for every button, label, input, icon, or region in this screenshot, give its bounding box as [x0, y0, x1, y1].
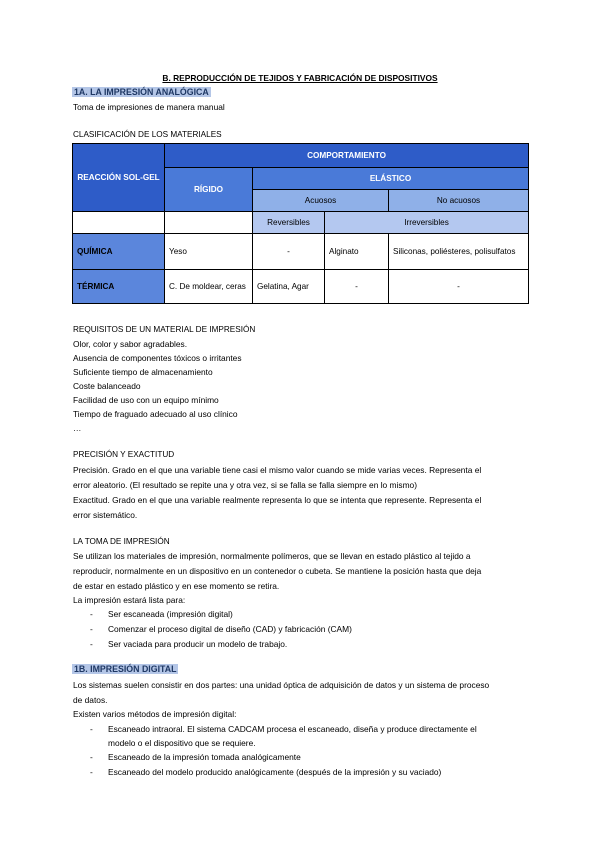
header-rigido: RÍGIDO: [165, 168, 253, 212]
bullet-dash: -: [90, 724, 93, 734]
cell-quimica-reversibles: -: [253, 234, 325, 270]
cell-termica-reversibles: Gelatina, Agar: [253, 270, 325, 304]
section-1b-line: Existen varios métodos de impresión digital:: [73, 709, 237, 719]
requisito-item: Tiempo de fraguado adecuado al uso clínico: [73, 409, 238, 419]
row-termica: TÉRMICA: [73, 270, 165, 304]
requisito-item: Olor, color y sabor agradables.: [73, 339, 188, 349]
requisito-item: …: [73, 423, 82, 433]
requisito-item: Ausencia de componentes tóxicos o irritantes: [73, 353, 242, 363]
header-irreversibles: Irreversibles: [325, 212, 529, 234]
digital-bullet: Escaneado intraoral. El sistema CADCAM procesa el escaneado, diseña y produce directamente el: [108, 724, 477, 734]
section-1b-line: Los sistemas suelen consistir en dos partes: una unidad óptica de adquisición de datos y un sistema de proceso: [73, 680, 490, 690]
cell-quimica-rigido: Yeso: [165, 234, 253, 270]
bullet-dash: -: [90, 609, 93, 619]
cell-quimica-irreversibles: Alginato: [325, 234, 389, 270]
toma-line: reproducir, normalmente en un dispositivo en un contenedor o cubeta. Se mantiene la posición hasta que deja: [73, 566, 482, 576]
section-1b-heading: 1B. IMPRESIÓN DIGITAL: [74, 664, 177, 674]
reaccion-label: REACCIÓN SOL-GEL: [77, 173, 160, 182]
precision-line: error aleatorio. (El resultado se repite una y otra vez, si se falla se falla siempre en lo mismo): [73, 480, 417, 490]
digital-bullet-cont: modelo o el dispositivo que se requiere.: [108, 738, 256, 748]
toma-line: Se utilizan los materiales de impresión, normalmente polímeros, que se llevan en estado plástico al tejido a: [73, 551, 471, 561]
section-1a-intro: Toma de impresiones de manera manual: [73, 102, 225, 112]
header-acuosos: Acuosos: [253, 190, 389, 212]
precision-line: Exactitud. Grado en el que una variable realmente representa lo que se intenta que represente. Representa el: [73, 495, 482, 505]
materials-classification-table: [72, 143, 529, 304]
header-reversibles: Reversibles: [253, 212, 325, 234]
cell-quimica-no-acuosos: Siliconas, poliésteres, polisulfatos: [389, 234, 529, 270]
toma-line: La impresión estará lista para:: [73, 595, 186, 605]
bullet-dash: -: [90, 639, 93, 649]
requisito-item: Facilidad de uso con un equipo mínimo: [73, 395, 219, 405]
digital-bullet: Escaneado del modelo producido analógicamente (después de la impresión y su vaciado): [108, 767, 442, 777]
cell-termica-irreversibles: -: [325, 270, 389, 304]
cell-termica-no-acuosos: -: [389, 270, 529, 304]
header-no-acuosos: No acuosos: [389, 190, 529, 212]
digital-bullet: Escaneado de la impresión tomada analógicamente: [108, 752, 301, 762]
requisito-item: Suficiente tiempo de almacenamiento: [73, 367, 213, 377]
toma-bullet: Ser escaneada (impresión digital): [108, 609, 233, 619]
document-title: B. REPRODUCCIÓN DE TEJIDOS Y FABRICACIÓN DE DISPOSITIVOS: [162, 73, 438, 83]
requisitos-title: REQUISITOS DE UN MATERIAL DE IMPRESIÓN: [73, 325, 256, 334]
classification-title: CLASIFICACIÓN DE LOS MATERIALES: [73, 130, 222, 139]
requisito-item: Coste balanceado: [73, 381, 141, 391]
bullet-dash: -: [90, 624, 93, 634]
cell-termica-rigido: C. De moldear, ceras: [165, 270, 253, 304]
bullet-dash: -: [90, 767, 93, 777]
toma-title: LA TOMA DE IMPRESIÓN: [73, 537, 170, 546]
precision-line: Precisión. Grado en el que una variable tiene casi el mismo valor cuando se mide varias veces. Representa el: [73, 465, 482, 475]
header-reaccion: [73, 144, 165, 212]
toma-line: de estar en estado plástico y en ese momento se retira.: [73, 581, 280, 591]
header-comportamiento: COMPORTAMIENTO: [165, 144, 529, 168]
header-elastico: ELÁSTICO: [253, 168, 529, 190]
section-1a-heading: 1A. LA IMPRESIÓN ANALÓGICA: [74, 87, 209, 97]
toma-bullet: Ser vaciada para producir un modelo de trabajo.: [108, 639, 288, 649]
precision-title: PRECISIÓN Y EXACTITUD: [73, 450, 175, 459]
precision-line: error sistemático.: [73, 510, 138, 520]
bullet-dash: -: [90, 752, 93, 762]
row-quimica: QUÍMICA: [73, 234, 165, 270]
section-1b-line: de datos.: [73, 695, 108, 705]
toma-bullet: Comenzar el proceso digital de diseño (CAD) y fabricación (CAM): [108, 624, 352, 634]
